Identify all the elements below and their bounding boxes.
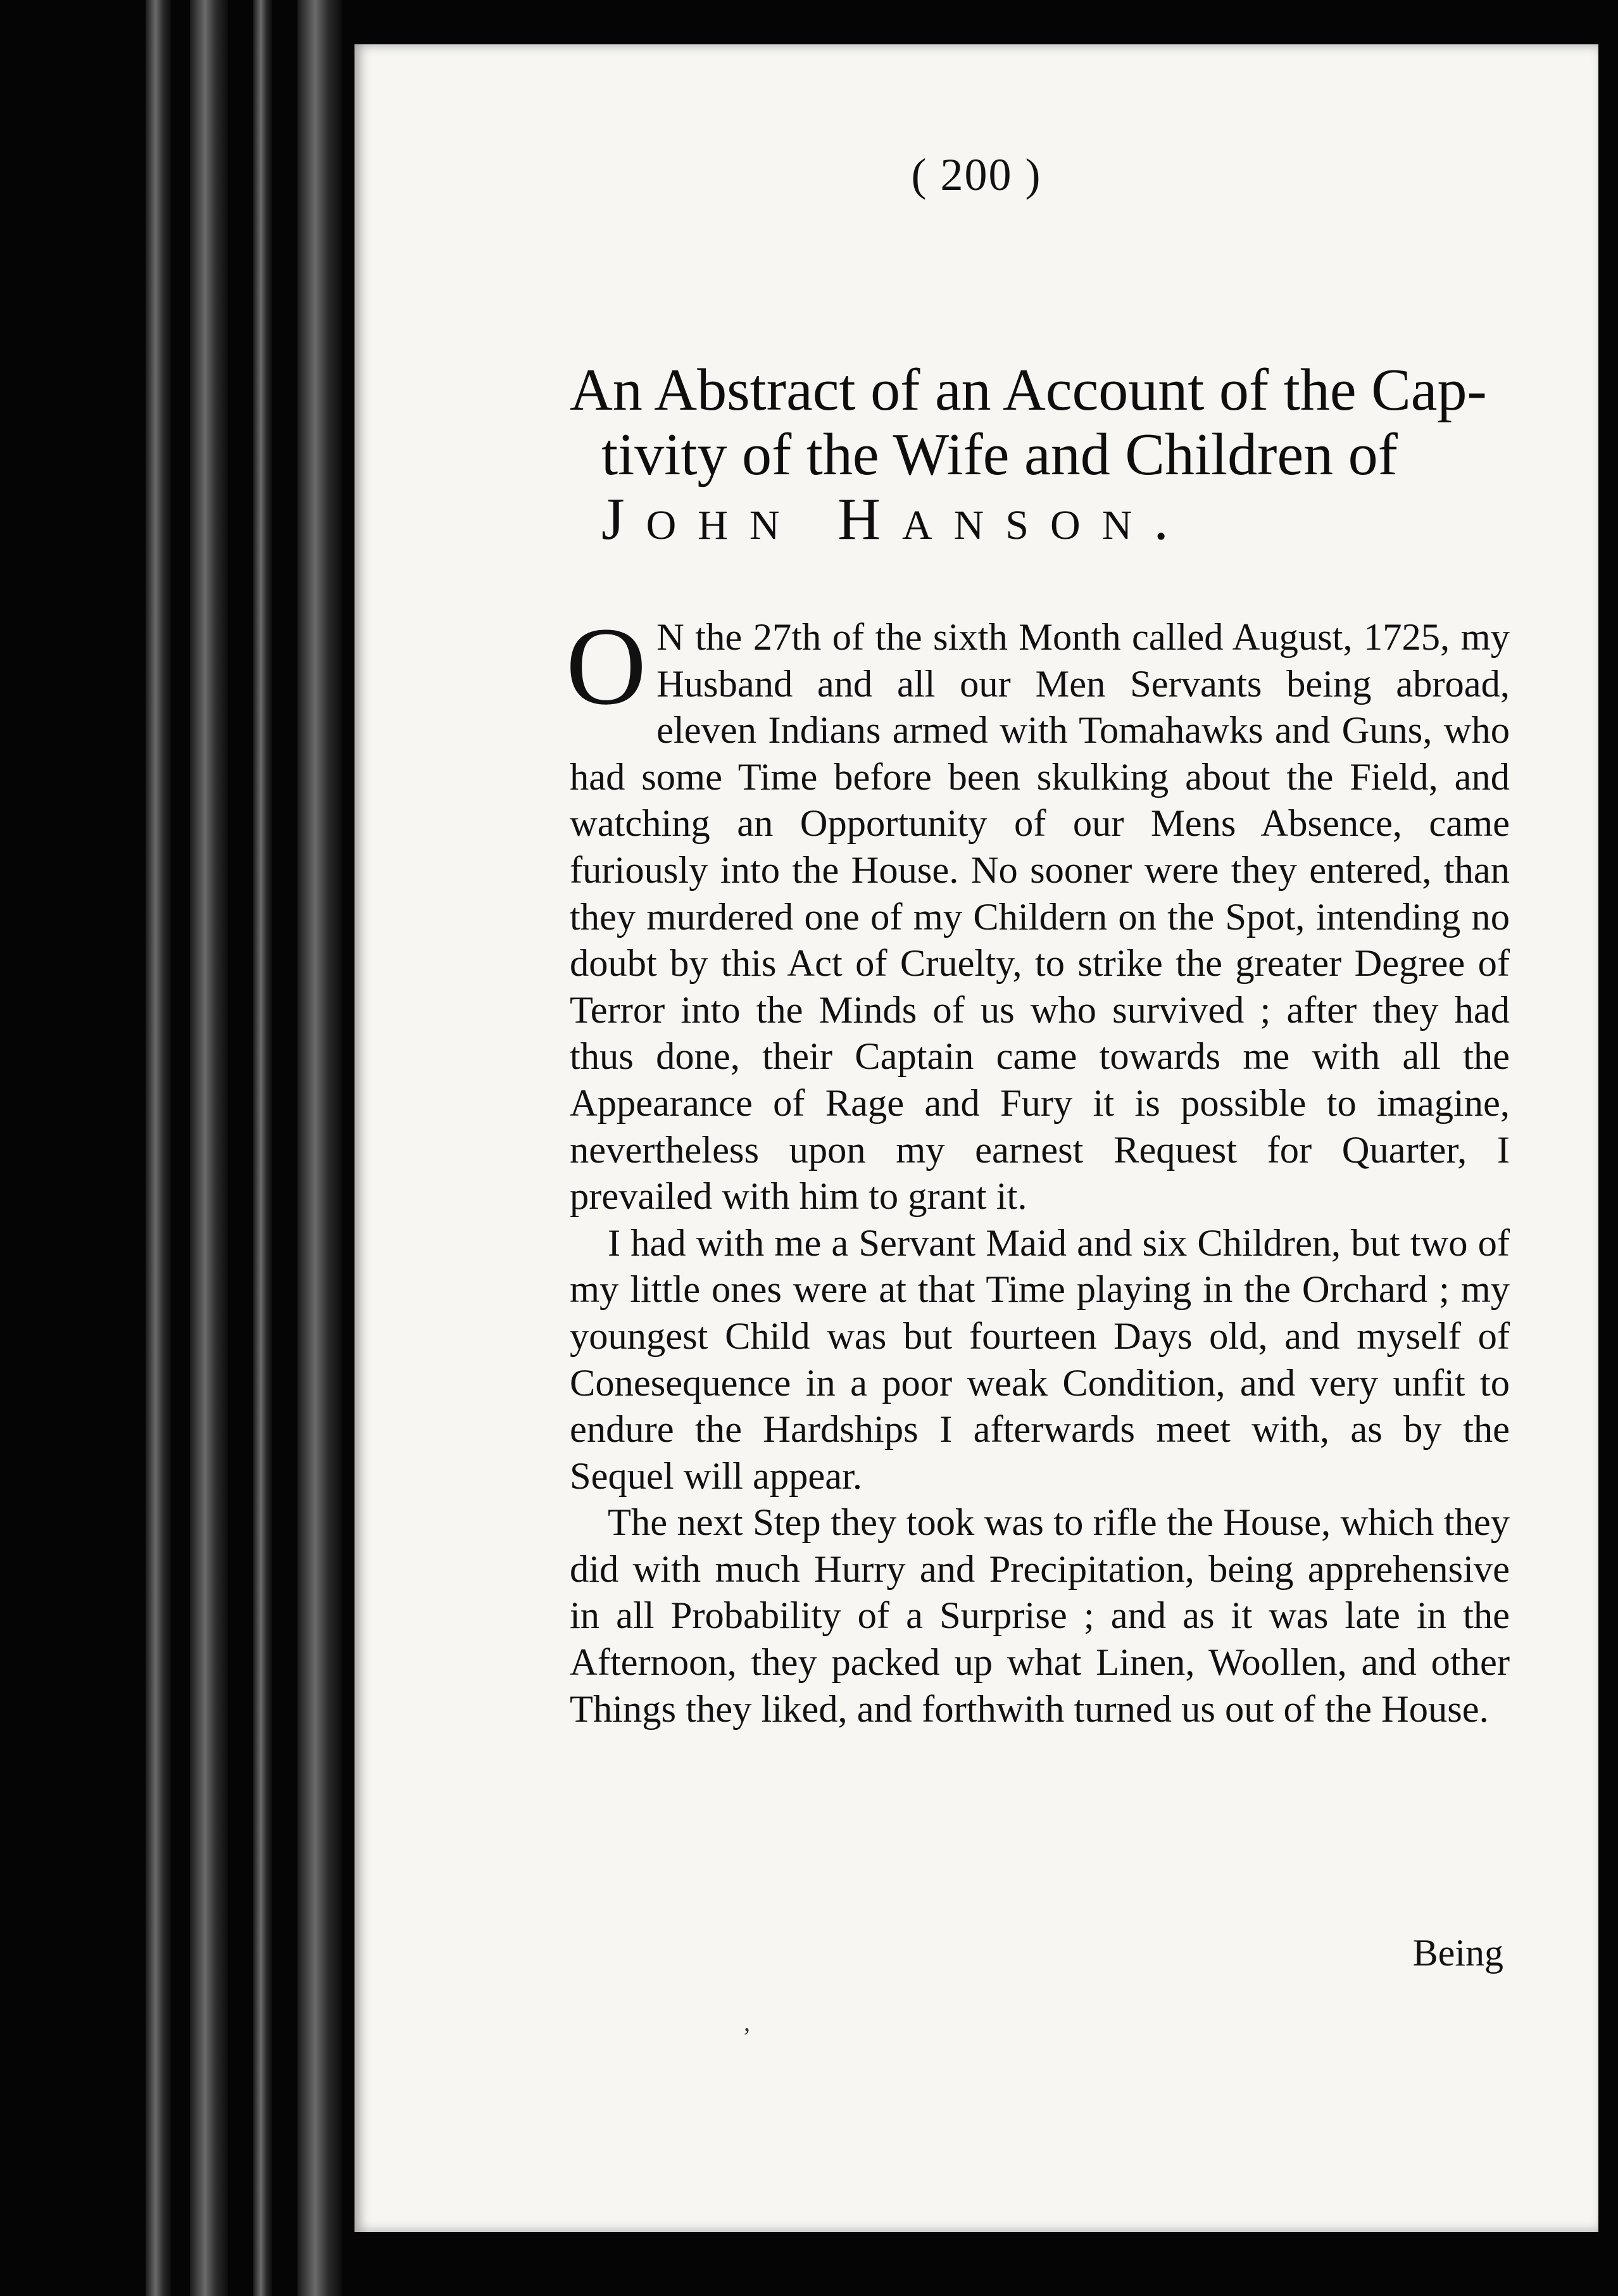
book-page xyxy=(354,44,1598,2232)
paragraph-1 xyxy=(566,605,1510,1220)
page-edge-4 xyxy=(298,0,342,2296)
body-text xyxy=(566,605,1510,1732)
title-line-1: An Abstract of an Account of the Cap- xyxy=(570,357,1487,423)
drop-cap: O xyxy=(566,605,647,728)
page-edge-2 xyxy=(190,0,228,2296)
catchword: Being xyxy=(1412,1932,1503,1974)
stray-mark: , xyxy=(744,2008,750,2036)
title-line-2: tivity of the Wife and Children of xyxy=(601,422,1398,488)
title-name: John Hanson. xyxy=(601,486,1190,552)
page-edge-3 xyxy=(253,0,272,2296)
paragraph-2: I had with me a Servant Maid and six Children, but two of my little ones were at that Time playing in the Orchard ; my youngest Child was but fourteen Days old, and myself of Conesequence in a poor weak Condition, and very unfit to endure the Hardships I afterwards meet with, as by the Sequel will appear. xyxy=(570,1221,1510,1498)
page-number: ( 200 ) xyxy=(911,149,1042,200)
chapter-title xyxy=(570,358,1519,552)
page-edge-1 xyxy=(146,0,171,2296)
paragraph-1-text: N the 27th of the sixth Month called August, 1725, my Husband and all our Men Servants being abroad, eleven Indians armed with Tomahawks and Guns, who had some Time before been skulking about the Field, and watching an Opportunity of our Mens Absence, came furiously into the House. No sooner were they entered, than they murdered one of my Childern on the Spot, intending no doubt by this Act of Cruelty, to strike the greater Degree of Terror into the Minds of us who survived ; after they had thus done, their Captain came towards me with all the Appearance of Rage and Fury it is possible to imagine, nevertheless upon my earnest Request for Quarter, I prevailed with him to grant it. xyxy=(570,616,1510,1218)
paragraph-3: The next Step they took was to rifle the House, which they did with much Hurry and Precipitation, being apprehensive in all Probability of a Surprise ; and as it was late in the Afternoon, they packed up what Linen, Woollen, and other Things they liked, and forthwith turned us out of the House. xyxy=(570,1501,1510,1731)
